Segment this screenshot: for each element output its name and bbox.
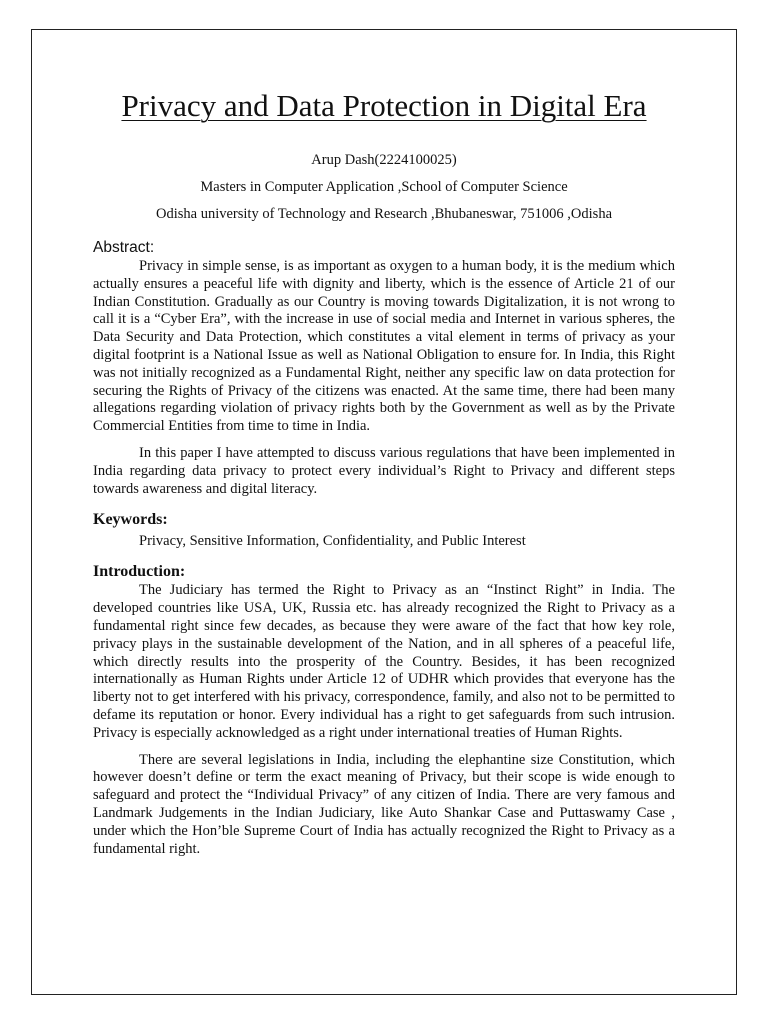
abstract-paragraph-1: Privacy in simple sense, is as important as oxygen to a human body, it is the medium which actually ensures a peaceful life with dignity and liberty, which is the essence of Article 21 of our Indian Constitution. Gradually as our Country is moving towards Digitalization, it is not wrong to call it is a “Cyber Era”, with the increase in use of social media and Internet in various spheres, the Data Security and Data Protection, which constitutes a vital element in terms of privacy as your digital footprint is a National Issue as well as National Obligation to ensure for. In India, this Right was not initially recognized as a Fundamental Right, neither any specific law on data protection for securing the Rights of Privacy of the citizens was enacted. At the same time, there had been many allegations regarding violation of privacy rights both by the Government as well as by the Private Commercial Entities from time to time in India. [93,258,675,435]
program-line: Masters in Computer Application ,School of Computer Science [200,179,568,195]
paper-content [93,86,675,858]
institution-line: Odisha university of Technology and Research ,Bhubaneswar, 751006 ,Odisha [156,206,612,222]
abstract-paragraph-2: In this paper I have attempted to discuss various regulations that have been implemented in India regarding data privacy to protect every individual’s Right to Privacy and different steps towards awareness and digital literacy. [93,444,675,497]
introduction-paragraph-2: There are several legislations in India, including the elephantine size Constitution, which however doesn’t define or term the exact meaning of Privacy, but their scope is wide enough to safeguard and protect the “Individual Privacy” of any citizen of India. There are very famous and Landmark Judgements in the Indian Judiciary, like Auto Shankar Case and Puttaswamy Case , under which the Hon’ble Supreme Court of India has actually recognized the Right to Privacy as a fundamental right. [93,751,675,857]
paper-title [93,86,675,126]
paper-title-text: Privacy and Data Protection in Digital Era [121,88,647,123]
introduction-paragraph-1: The Judiciary has termed the Right to Privacy as an “Instinct Right” in India. The developed countries like USA, UK, Russia etc. has already recognized the Right to Privacy as a fundamental right since few decades, as because they were aware of the fact that how key role, privacy plays in the sustainable development of the Nation, and in all spheres of a peaceful life, which directly results into the prosperity of the Country. Besides, it has been recognized internationally as Human Rights under Article 12 of UDHR which provides that everyone has the liberty not to get interfered with his privacy, correspondence, family, and also not to be permitted to defame its reputation or honor. Every individual has a right to get safeguards from such intrusion. Privacy is especially acknowledged as a right under international treaties of Human Rights. [93,582,675,741]
keywords-text: Privacy, Sensitive Information, Confidentiality, and Public Interest [139,533,526,550]
author-line: Arup Dash(2224100025) [311,152,457,168]
introduction-heading: Introduction: [93,563,186,581]
abstract-heading: Abstract: [93,239,155,256]
keywords-heading: Keywords: [93,511,168,529]
